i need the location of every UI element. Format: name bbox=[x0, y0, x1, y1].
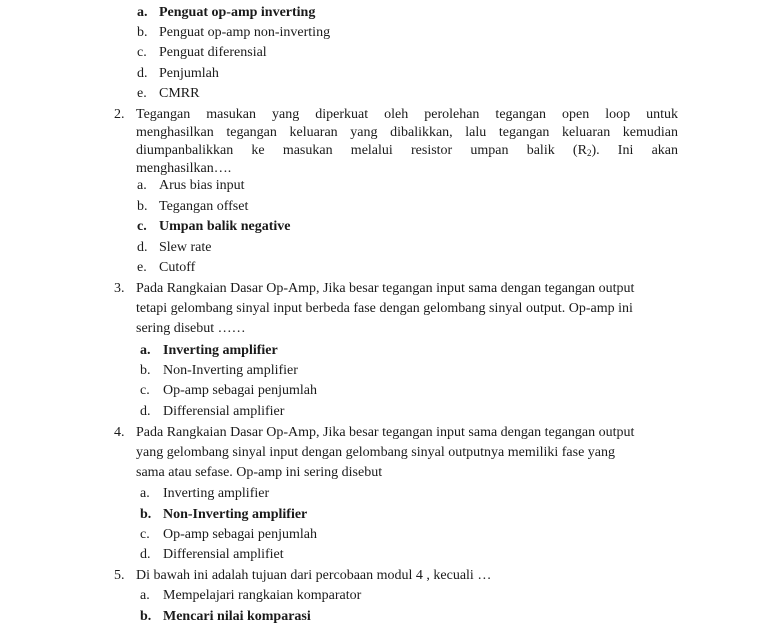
option-letter: d. bbox=[140, 547, 151, 562]
option-letter: d. bbox=[137, 240, 148, 255]
option-text: Op-amp sebagai penjumlah bbox=[163, 383, 317, 398]
question-text-line: Tegangan masukan yang diperkuat oleh perolehan tegangan open loop untuk bbox=[136, 107, 678, 122]
option-letter: a. bbox=[140, 486, 150, 501]
question-text-line: Di bawah ini adalah tujuan dari percobaan modul 4 , kecuali … bbox=[136, 568, 492, 583]
option-letter: c. bbox=[137, 45, 147, 60]
option-text: Mempelajari rangkaian komparator bbox=[163, 588, 362, 603]
option-text: Arus bias input bbox=[159, 178, 245, 193]
question-text-line: menghasilkan tegangan keluaran yang dibalikkan, lalu tegangan keluaran kemudian bbox=[136, 125, 678, 140]
question-text-line: menghasilkan…. bbox=[136, 161, 232, 176]
option-text: Non-Inverting amplifier bbox=[163, 363, 298, 378]
question-text-line: sama atau sefase. Op-amp ini sering disebut bbox=[136, 465, 383, 480]
option-text: CMRR bbox=[159, 86, 200, 101]
option-text: Inverting amplifier bbox=[163, 343, 278, 358]
question-text-line: Pada Rangkaian Dasar Op-Amp, Jika besar tegangan input sama dengan tegangan output bbox=[136, 425, 635, 440]
option-text: Slew rate bbox=[159, 240, 212, 255]
option-text: Mencari nilai komparasi bbox=[163, 609, 311, 624]
option-letter: a. bbox=[140, 343, 151, 358]
option-text: Differensial amplifiet bbox=[163, 547, 284, 562]
option-letter: c. bbox=[140, 527, 150, 542]
option-letter: b. bbox=[137, 25, 148, 40]
question-number: 4. bbox=[114, 425, 125, 440]
question-text-line: sering disebut …… bbox=[136, 321, 246, 336]
option-text: Op-amp sebagai penjumlah bbox=[163, 527, 317, 542]
option-text: Differensial amplifier bbox=[163, 404, 285, 419]
option-letter: a. bbox=[137, 5, 148, 20]
option-letter: e. bbox=[137, 86, 147, 101]
option-text: Penjumlah bbox=[159, 66, 219, 81]
option-text: Inverting amplifier bbox=[163, 486, 270, 501]
question-number: 5. bbox=[114, 568, 125, 583]
option-letter: d. bbox=[140, 404, 151, 419]
option-letter: b. bbox=[140, 507, 152, 522]
option-text: Umpan balik negative bbox=[159, 219, 291, 234]
option-text: Cutoff bbox=[159, 260, 196, 275]
option-text: Non-Inverting amplifier bbox=[163, 507, 308, 522]
option-letter: c. bbox=[137, 219, 147, 234]
option-letter: e. bbox=[137, 260, 147, 275]
option-text: Penguat op-amp inverting bbox=[159, 5, 316, 20]
question-text-line: tetapi gelombang sinyal input berbeda fase dengan gelombang sinyal output. Op-amp ini bbox=[136, 301, 633, 316]
option-letter: d. bbox=[137, 66, 148, 81]
option-letter: b. bbox=[140, 363, 151, 378]
option-letter: a. bbox=[137, 178, 147, 193]
option-letter: a. bbox=[140, 588, 150, 603]
question-text-line: yang gelombang sinyal input dengan gelombang sinyal outputnya memiliki fase yang bbox=[136, 445, 616, 460]
option-text: Penguat diferensial bbox=[159, 45, 267, 60]
option-letter: c. bbox=[140, 383, 150, 398]
question-text-line: diumpanbalikkan ke masukan melalui resistor umpan balik $(R_2)$. Ini akan bbox=[136, 143, 678, 158]
option-text: Penguat op-amp non-inverting bbox=[159, 25, 331, 40]
question-number: 3. bbox=[114, 281, 125, 296]
option-letter: b. bbox=[140, 609, 152, 624]
question-text-line: Pada Rangkaian Dasar Op-Amp, Jika besar tegangan input sama dengan tegangan output bbox=[136, 281, 635, 296]
option-text: Tegangan offset bbox=[159, 199, 249, 214]
option-letter: b. bbox=[137, 199, 148, 214]
question-number: 2. bbox=[114, 107, 125, 122]
